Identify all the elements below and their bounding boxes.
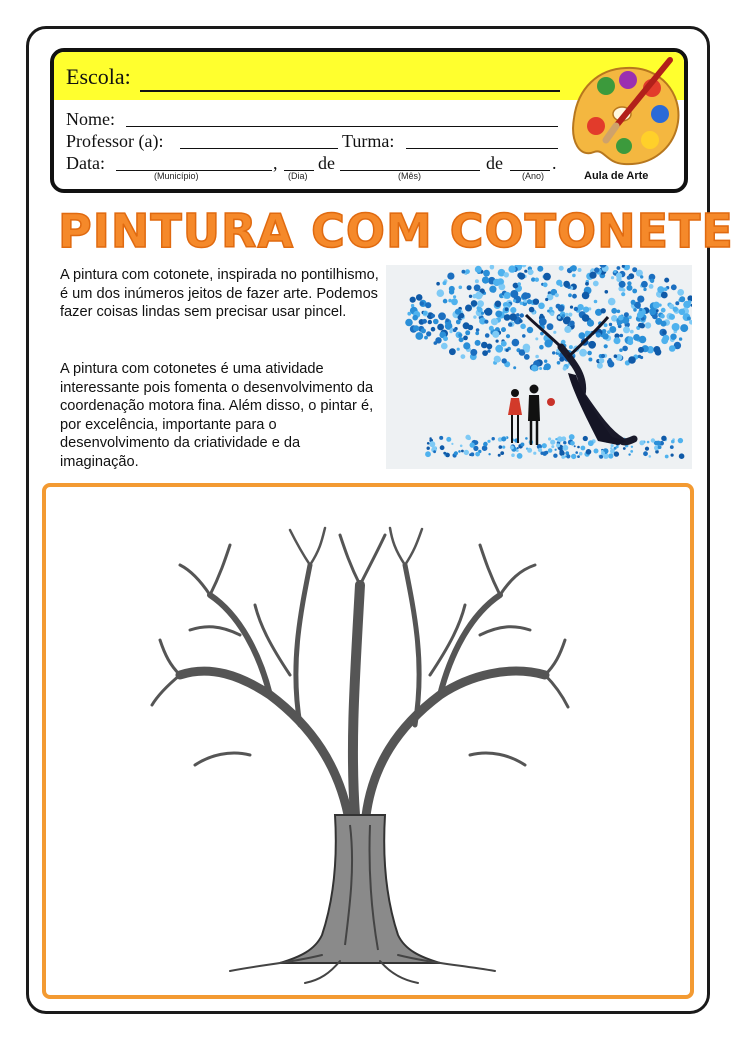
data-period: . [552,153,557,173]
ano-caption: (Ano) [522,171,545,181]
paint-palette-icon [566,56,686,176]
turma-label: Turma: [342,131,395,151]
blue-tree-painting-image [386,265,692,469]
de-label-2: de [486,153,503,173]
nome-field[interactable] [126,126,558,127]
paragraph-1: A pintura com cotonete, inspirada no pontilhismo, é um dos inúmeros jeitos de fazer arte. Podemos fazer coisas lindas sem precisar usar pincel. [60,267,379,320]
municipio-caption: (Município) [154,171,199,181]
escola-label: Escola: [66,64,131,89]
data-comma: , [273,153,278,173]
professor-label: Professor (a): [66,131,164,151]
paragraph-2: A pintura com cotonetes é uma atividade interessante pois fomenta o desenvolvimento da coordenação motora fina. Além disso, o pintar é, por excelência, importante para o desenvolvimento da criatividade e da imaginação. [60,361,374,470]
tree-outline-drawing [150,525,570,985]
page-title: PINTURA COM COTONETE [58,204,734,258]
nome-label: Nome: [66,109,115,129]
mes-caption: (Mês) [398,171,421,181]
dia-caption: (Dia) [288,171,308,181]
professor-field[interactable] [180,148,338,149]
data-label: Data: [66,153,105,173]
escola-field[interactable] [140,90,560,92]
aula-de-arte-label: Aula de Arte [584,170,649,182]
turma-field[interactable] [406,148,558,149]
de-label-1: de [318,153,335,173]
